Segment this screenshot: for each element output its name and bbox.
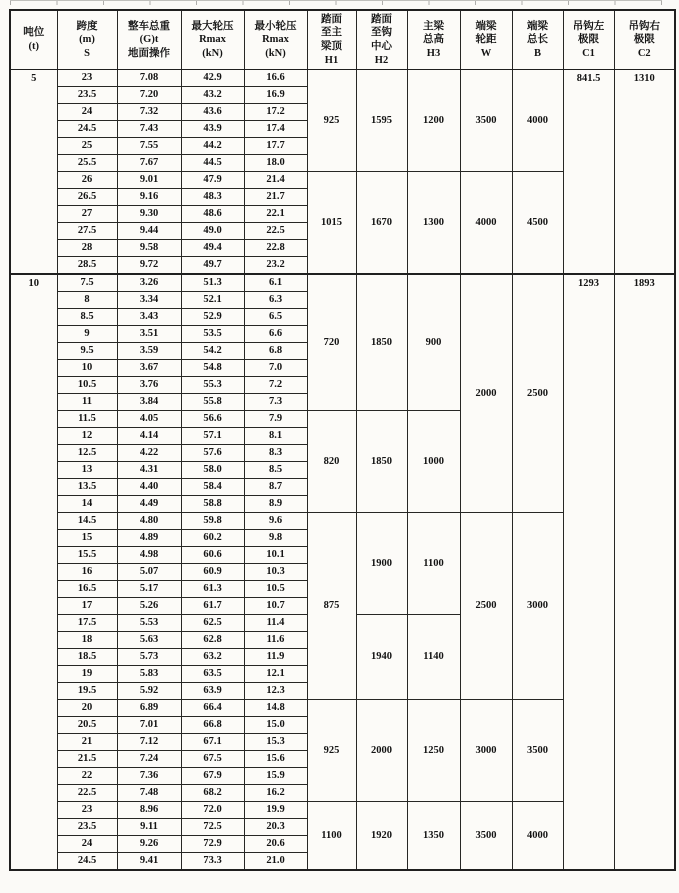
cell-span: 20.5 xyxy=(57,717,117,734)
cell-rmax: 57.6 xyxy=(181,445,244,462)
cell-rmax: 43.6 xyxy=(181,104,244,121)
merged-cell-w: 3500 xyxy=(460,802,512,871)
cell-weight: 7.24 xyxy=(117,751,181,768)
cell-span: 24.5 xyxy=(57,121,117,138)
cell-rmin: 8.7 xyxy=(244,479,307,496)
merged-cell-tonnage: 5 xyxy=(10,70,57,275)
cell-rmax: 72.0 xyxy=(181,802,244,819)
cell-rmin: 7.2 xyxy=(244,377,307,394)
cell-weight: 5.83 xyxy=(117,666,181,683)
cell-rmax: 56.6 xyxy=(181,411,244,428)
cell-rmin: 17.2 xyxy=(244,104,307,121)
cell-span: 24 xyxy=(57,104,117,121)
cell-rmax: 48.3 xyxy=(181,189,244,206)
cell-weight: 5.26 xyxy=(117,598,181,615)
cell-weight: 4.31 xyxy=(117,462,181,479)
cell-rmax: 72.5 xyxy=(181,819,244,836)
cell-span: 27 xyxy=(57,206,117,223)
cell-rmax: 58.4 xyxy=(181,479,244,496)
cell-rmax: 58.0 xyxy=(181,462,244,479)
cell-rmin: 7.3 xyxy=(244,394,307,411)
scan-artifact-top-ticks xyxy=(10,0,662,5)
cell-span: 25.5 xyxy=(57,155,117,172)
cell-span: 21 xyxy=(57,734,117,751)
cell-rmin: 17.4 xyxy=(244,121,307,138)
cell-rmin: 10.5 xyxy=(244,581,307,598)
header-row xyxy=(10,10,675,70)
cell-rmin: 23.2 xyxy=(244,257,307,275)
cell-weight: 9.58 xyxy=(117,240,181,257)
cell-rmax: 62.8 xyxy=(181,632,244,649)
cell-rmin: 6.5 xyxy=(244,309,307,326)
cell-span: 27.5 xyxy=(57,223,117,240)
cell-rmax: 57.1 xyxy=(181,428,244,445)
cell-rmin: 6.3 xyxy=(244,292,307,309)
column-header-w: 端梁 轮距 W xyxy=(460,10,512,70)
merged-cell-c2: 1310 xyxy=(614,70,675,275)
cell-weight: 5.63 xyxy=(117,632,181,649)
cell-span: 18 xyxy=(57,632,117,649)
cell-span: 12.5 xyxy=(57,445,117,462)
table-row xyxy=(10,70,675,87)
cell-rmax: 72.9 xyxy=(181,836,244,853)
merged-cell-h1: 1015 xyxy=(307,172,356,275)
cell-rmax: 58.8 xyxy=(181,496,244,513)
cell-weight: 3.26 xyxy=(117,274,181,292)
cell-span: 19 xyxy=(57,666,117,683)
cell-rmin: 22.8 xyxy=(244,240,307,257)
merged-cell-h3: 1250 xyxy=(407,700,460,802)
cell-rmin: 6.8 xyxy=(244,343,307,360)
cell-weight: 9.11 xyxy=(117,819,181,836)
cell-weight: 5.53 xyxy=(117,615,181,632)
cell-weight: 7.43 xyxy=(117,121,181,138)
cell-rmin: 22.5 xyxy=(244,223,307,240)
cell-weight: 7.12 xyxy=(117,734,181,751)
merged-cell-b: 2500 xyxy=(512,274,563,513)
merged-cell-b: 3000 xyxy=(512,513,563,700)
cell-span: 11 xyxy=(57,394,117,411)
cell-span: 18.5 xyxy=(57,649,117,666)
column-header-weight: 整车总重 (G)t 地面操作 xyxy=(117,10,181,70)
cell-span: 7.5 xyxy=(57,274,117,292)
cell-rmin: 11.6 xyxy=(244,632,307,649)
cell-rmin: 8.9 xyxy=(244,496,307,513)
crane-spec-table xyxy=(9,9,676,871)
cell-span: 24 xyxy=(57,836,117,853)
cell-rmin: 9.8 xyxy=(244,530,307,547)
cell-span: 16 xyxy=(57,564,117,581)
cell-weight: 4.22 xyxy=(117,445,181,462)
merged-cell-w: 4000 xyxy=(460,172,512,275)
cell-span: 25 xyxy=(57,138,117,155)
cell-weight: 3.51 xyxy=(117,326,181,343)
cell-rmin: 12.1 xyxy=(244,666,307,683)
cell-rmax: 51.3 xyxy=(181,274,244,292)
table-header xyxy=(10,10,675,70)
cell-rmin: 21.0 xyxy=(244,853,307,871)
column-header-h3: 主梁 总高 H3 xyxy=(407,10,460,70)
cell-rmax: 63.2 xyxy=(181,649,244,666)
cell-rmin: 10.1 xyxy=(244,547,307,564)
cell-weight: 7.36 xyxy=(117,768,181,785)
cell-rmin: 21.7 xyxy=(244,189,307,206)
cell-rmax: 43.2 xyxy=(181,87,244,104)
cell-rmax: 52.1 xyxy=(181,292,244,309)
cell-weight: 7.48 xyxy=(117,785,181,802)
cell-rmax: 55.3 xyxy=(181,377,244,394)
cell-span: 22 xyxy=(57,768,117,785)
cell-span: 8 xyxy=(57,292,117,309)
cell-weight: 9.72 xyxy=(117,257,181,275)
column-header-tonnage: 吨位 (t) xyxy=(10,10,57,70)
cell-rmax: 68.2 xyxy=(181,785,244,802)
cell-rmin: 8.1 xyxy=(244,428,307,445)
cell-span: 23 xyxy=(57,802,117,819)
cell-rmin: 10.7 xyxy=(244,598,307,615)
cell-span: 11.5 xyxy=(57,411,117,428)
cell-rmax: 62.5 xyxy=(181,615,244,632)
cell-weight: 4.49 xyxy=(117,496,181,513)
cell-rmin: 8.3 xyxy=(244,445,307,462)
cell-weight: 3.67 xyxy=(117,360,181,377)
column-header-span: 跨度 (m) S xyxy=(57,10,117,70)
cell-rmin: 16.9 xyxy=(244,87,307,104)
cell-span: 28.5 xyxy=(57,257,117,275)
cell-weight: 7.08 xyxy=(117,70,181,87)
cell-rmax: 60.6 xyxy=(181,547,244,564)
cell-span: 9.5 xyxy=(57,343,117,360)
cell-rmax: 49.0 xyxy=(181,223,244,240)
merged-cell-c1: 1293 xyxy=(563,274,614,870)
cell-rmin: 11.4 xyxy=(244,615,307,632)
cell-span: 14.5 xyxy=(57,513,117,530)
column-header-b: 端梁 总长 B xyxy=(512,10,563,70)
cell-rmax: 54.8 xyxy=(181,360,244,377)
merged-cell-h1: 925 xyxy=(307,70,356,172)
merged-cell-h3: 1100 xyxy=(407,513,460,615)
cell-span: 20 xyxy=(57,700,117,717)
cell-weight: 9.30 xyxy=(117,206,181,223)
merged-cell-w: 3500 xyxy=(460,70,512,172)
cell-rmin: 21.4 xyxy=(244,172,307,189)
cell-weight: 3.76 xyxy=(117,377,181,394)
cell-weight: 7.01 xyxy=(117,717,181,734)
merged-cell-h3: 1300 xyxy=(407,172,460,275)
merged-cell-h2: 1900 xyxy=(356,513,407,615)
cell-rmax: 63.5 xyxy=(181,666,244,683)
column-header-h2: 踏面 至钩 中心 H2 xyxy=(356,10,407,70)
merged-cell-w: 3000 xyxy=(460,700,512,802)
cell-weight: 3.59 xyxy=(117,343,181,360)
cell-span: 9 xyxy=(57,326,117,343)
cell-weight: 3.84 xyxy=(117,394,181,411)
cell-span: 26 xyxy=(57,172,117,189)
merged-cell-b: 4000 xyxy=(512,802,563,871)
merged-cell-h3: 1140 xyxy=(407,615,460,700)
merged-cell-b: 3500 xyxy=(512,700,563,802)
cell-rmin: 7.0 xyxy=(244,360,307,377)
cell-rmax: 67.9 xyxy=(181,768,244,785)
merged-cell-h2: 1920 xyxy=(356,802,407,871)
cell-weight: 7.32 xyxy=(117,104,181,121)
merged-cell-h1: 875 xyxy=(307,513,356,700)
cell-weight: 5.92 xyxy=(117,683,181,700)
cell-rmax: 67.1 xyxy=(181,734,244,751)
cell-weight: 3.43 xyxy=(117,309,181,326)
cell-weight: 6.89 xyxy=(117,700,181,717)
merged-cell-c1: 841.5 xyxy=(563,70,614,275)
cell-span: 21.5 xyxy=(57,751,117,768)
merged-cell-b: 4000 xyxy=(512,70,563,172)
merged-cell-h1: 925 xyxy=(307,700,356,802)
cell-rmax: 43.9 xyxy=(181,121,244,138)
cell-rmax: 47.9 xyxy=(181,172,244,189)
cell-weight: 4.05 xyxy=(117,411,181,428)
merged-cell-b: 4500 xyxy=(512,172,563,275)
cell-weight: 3.34 xyxy=(117,292,181,309)
merged-cell-h1: 1100 xyxy=(307,802,356,871)
column-header-h1: 踏面 至主 梁顶 H1 xyxy=(307,10,356,70)
cell-rmax: 52.9 xyxy=(181,309,244,326)
cell-weight: 7.20 xyxy=(117,87,181,104)
cell-weight: 4.80 xyxy=(117,513,181,530)
cell-rmin: 7.9 xyxy=(244,411,307,428)
cell-rmax: 66.4 xyxy=(181,700,244,717)
cell-span: 26.5 xyxy=(57,189,117,206)
cell-weight: 5.17 xyxy=(117,581,181,598)
merged-cell-h2: 1595 xyxy=(356,70,407,172)
cell-weight: 9.26 xyxy=(117,836,181,853)
cell-weight: 8.96 xyxy=(117,802,181,819)
cell-rmin: 6.1 xyxy=(244,274,307,292)
merged-cell-h2: 1850 xyxy=(356,411,407,513)
cell-rmin: 15.3 xyxy=(244,734,307,751)
merged-cell-h3: 1200 xyxy=(407,70,460,172)
cell-span: 17 xyxy=(57,598,117,615)
cell-rmax: 44.5 xyxy=(181,155,244,172)
table-body xyxy=(10,70,675,871)
merged-cell-h2: 1940 xyxy=(356,615,407,700)
cell-rmin: 15.9 xyxy=(244,768,307,785)
cell-weight: 4.89 xyxy=(117,530,181,547)
cell-rmin: 22.1 xyxy=(244,206,307,223)
cell-weight: 4.98 xyxy=(117,547,181,564)
column-header-rmin: 最小轮压 Rmax (kN) xyxy=(244,10,307,70)
cell-span: 8.5 xyxy=(57,309,117,326)
merged-cell-w: 2000 xyxy=(460,274,512,513)
cell-rmin: 16.2 xyxy=(244,785,307,802)
cell-rmax: 42.9 xyxy=(181,70,244,87)
cell-rmax: 61.3 xyxy=(181,581,244,598)
cell-rmax: 60.2 xyxy=(181,530,244,547)
merged-cell-h3: 1350 xyxy=(407,802,460,871)
cell-rmax: 44.2 xyxy=(181,138,244,155)
cell-rmin: 17.7 xyxy=(244,138,307,155)
cell-span: 10 xyxy=(57,360,117,377)
cell-span: 24.5 xyxy=(57,853,117,871)
cell-span: 14 xyxy=(57,496,117,513)
cell-span: 23.5 xyxy=(57,819,117,836)
cell-rmin: 20.6 xyxy=(244,836,307,853)
cell-weight: 9.44 xyxy=(117,223,181,240)
merged-cell-w: 2500 xyxy=(460,513,512,700)
cell-rmin: 18.0 xyxy=(244,155,307,172)
table-row xyxy=(10,274,675,292)
cell-weight: 4.40 xyxy=(117,479,181,496)
cell-rmax: 63.9 xyxy=(181,683,244,700)
cell-rmin: 14.8 xyxy=(244,700,307,717)
cell-rmax: 49.7 xyxy=(181,257,244,275)
cell-span: 22.5 xyxy=(57,785,117,802)
merged-cell-h2: 2000 xyxy=(356,700,407,802)
cell-rmin: 20.3 xyxy=(244,819,307,836)
cell-rmax: 49.4 xyxy=(181,240,244,257)
cell-rmax: 55.8 xyxy=(181,394,244,411)
merged-cell-h1: 720 xyxy=(307,274,356,411)
cell-span: 17.5 xyxy=(57,615,117,632)
cell-span: 19.5 xyxy=(57,683,117,700)
merged-cell-h2: 1850 xyxy=(356,274,407,411)
cell-weight: 7.67 xyxy=(117,155,181,172)
cell-span: 13 xyxy=(57,462,117,479)
cell-rmax: 59.8 xyxy=(181,513,244,530)
cell-span: 15 xyxy=(57,530,117,547)
cell-rmax: 61.7 xyxy=(181,598,244,615)
cell-rmin: 6.6 xyxy=(244,326,307,343)
cell-span: 16.5 xyxy=(57,581,117,598)
cell-weight: 5.73 xyxy=(117,649,181,666)
cell-rmax: 73.3 xyxy=(181,853,244,871)
cell-weight: 7.55 xyxy=(117,138,181,155)
column-header-c1: 吊钩左 极限 C1 xyxy=(563,10,614,70)
cell-rmin: 9.6 xyxy=(244,513,307,530)
cell-rmax: 60.9 xyxy=(181,564,244,581)
merged-cell-h3: 900 xyxy=(407,274,460,411)
cell-rmax: 66.8 xyxy=(181,717,244,734)
merged-cell-c2: 1893 xyxy=(614,274,675,870)
cell-rmin: 15.0 xyxy=(244,717,307,734)
cell-rmin: 16.6 xyxy=(244,70,307,87)
document-page xyxy=(9,9,676,871)
merged-cell-h3: 1000 xyxy=(407,411,460,513)
cell-rmin: 15.6 xyxy=(244,751,307,768)
cell-rmax: 48.6 xyxy=(181,206,244,223)
cell-rmax: 54.2 xyxy=(181,343,244,360)
cell-weight: 9.41 xyxy=(117,853,181,871)
cell-span: 10.5 xyxy=(57,377,117,394)
cell-rmin: 19.9 xyxy=(244,802,307,819)
cell-span: 15.5 xyxy=(57,547,117,564)
cell-rmin: 12.3 xyxy=(244,683,307,700)
column-header-rmax: 最大轮压 Rmax (kN) xyxy=(181,10,244,70)
cell-rmax: 53.5 xyxy=(181,326,244,343)
merged-cell-tonnage: 10 xyxy=(10,274,57,870)
cell-weight: 9.01 xyxy=(117,172,181,189)
cell-weight: 9.16 xyxy=(117,189,181,206)
cell-span: 23 xyxy=(57,70,117,87)
merged-cell-h1: 820 xyxy=(307,411,356,513)
cell-span: 12 xyxy=(57,428,117,445)
cell-rmin: 11.9 xyxy=(244,649,307,666)
cell-span: 13.5 xyxy=(57,479,117,496)
cell-rmin: 8.5 xyxy=(244,462,307,479)
cell-span: 23.5 xyxy=(57,87,117,104)
cell-span: 28 xyxy=(57,240,117,257)
merged-cell-h2: 1670 xyxy=(356,172,407,275)
column-header-c2: 吊钩右 极限 C2 xyxy=(614,10,675,70)
cell-weight: 4.14 xyxy=(117,428,181,445)
cell-rmax: 67.5 xyxy=(181,751,244,768)
cell-weight: 5.07 xyxy=(117,564,181,581)
cell-rmin: 10.3 xyxy=(244,564,307,581)
